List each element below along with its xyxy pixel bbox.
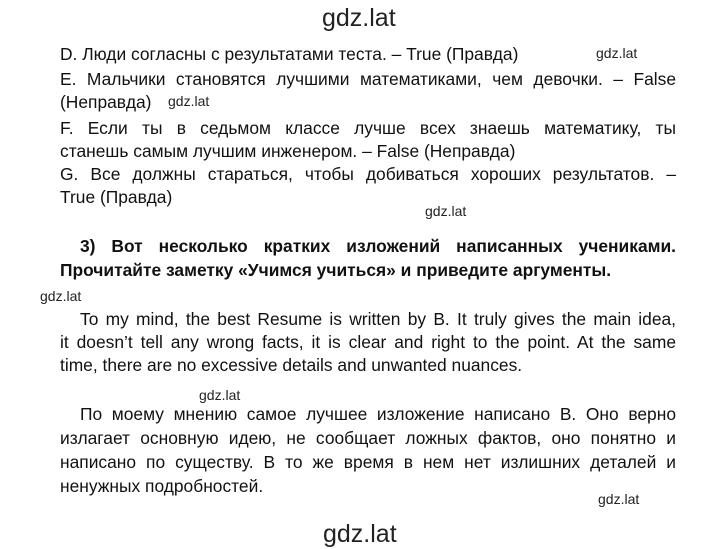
task-heading-line1: 3) Вот несколько кратких изложений написанных учениками. xyxy=(80,236,676,256)
statement-f-line1: F. Если ты в седьмом классе лучше всех знаешь математику, ты xyxy=(60,118,676,138)
russian-answer-line4: ненужных подробностей. xyxy=(60,476,264,496)
watermark-top: gdz.lat xyxy=(322,4,396,32)
russian-answer-line3: написано по существу. В то же время в нем нет излишних деталей и xyxy=(60,452,676,472)
statement-g-line2: True (Правда) xyxy=(60,187,173,207)
statement-d: D. Люди согласны с результатами теста. – True (Правда) xyxy=(60,44,519,64)
english-answer-line2: it doesn’t tell any wrong facts, it is clear and right to the point. At the same xyxy=(60,332,676,352)
statement-f-line2: станешь самым лучшим инженером. – False (Неправда) xyxy=(60,141,516,161)
watermark-small: gdz.lat xyxy=(598,491,640,507)
english-answer-line1: To my mind, the best Resume is written by B. It truly gives the main idea, xyxy=(80,309,676,329)
watermark-small: gdz.lat xyxy=(425,203,467,219)
statement-e-line1: E. Мальчики становятся лучшими математиками, чем девочки. – False xyxy=(60,69,676,89)
watermark-small: gdz.lat xyxy=(40,288,82,304)
russian-answer-line2: излагает основную идею, не сообщает ложных фактов, оно понятно и xyxy=(60,428,676,448)
watermark-small: gdz.lat xyxy=(199,387,241,403)
russian-answer-line1: По моему мнению самое лучшее изложение написано В. Оно верно xyxy=(80,404,676,424)
english-answer-line3: time, there are no excessive details and unwanted nuances. xyxy=(60,355,523,375)
task-heading-line2: Прочитайте заметку «Учимся учиться» и приведите аргументы. xyxy=(60,260,612,280)
statement-e-line2: (Неправда) xyxy=(60,92,152,112)
watermark-small: gdz.lat xyxy=(596,45,638,61)
watermark-small: gdz.lat xyxy=(168,93,210,109)
statement-g-line1: G. Все должны стараться, чтобы добиваться хороших результатов. – xyxy=(60,164,676,184)
watermark-bottom: gdz.lat xyxy=(323,520,397,548)
